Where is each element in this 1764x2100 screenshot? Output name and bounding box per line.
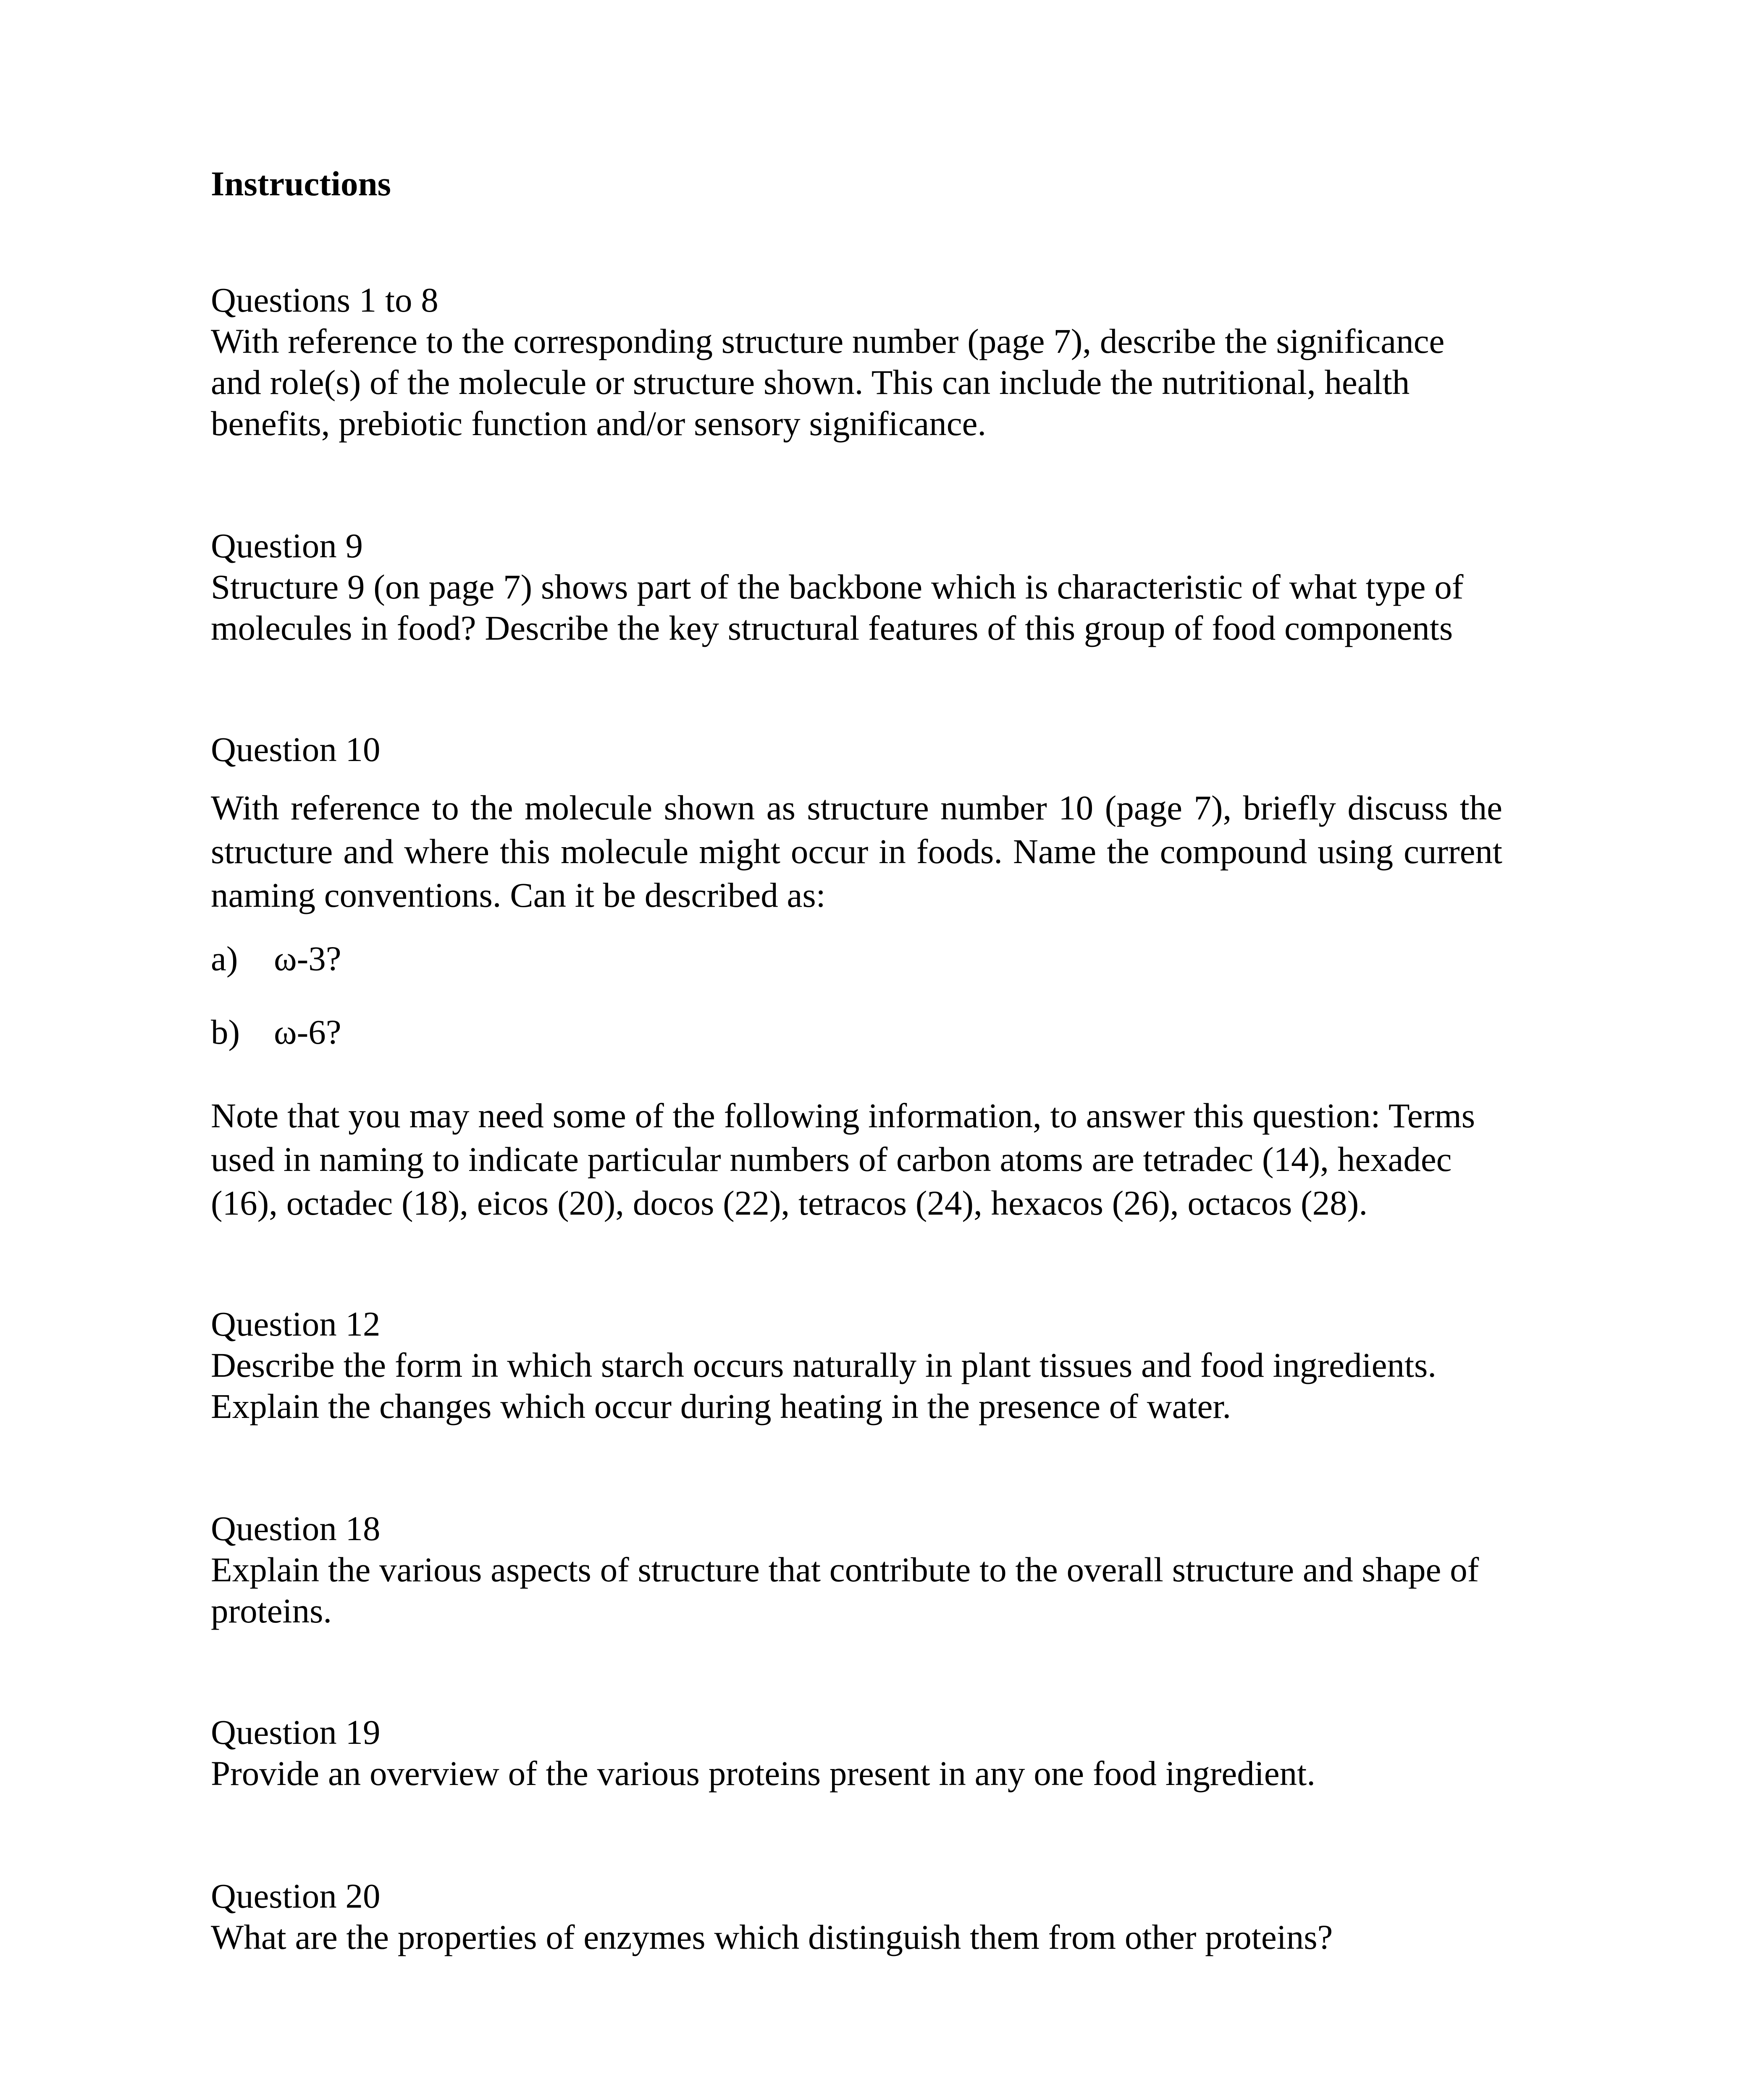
question-10-option-a — [211, 938, 715, 979]
question-10-title: Question 10 — [211, 730, 381, 769]
question-18-body: Explain the various aspects of structure that contribute to the overall structure and shape of proteins. — [211, 1550, 1479, 1630]
question-1-8-body: With reference to the corresponding structure number (page 7), describe the significance and role(s) of the molecule or structure shown. This can include the nutritional, health benefits, prebiotic function and/or sensory significance. — [211, 322, 1445, 443]
question-18-title: Question 18 — [211, 1509, 381, 1548]
question-1-8-section — [211, 279, 1502, 444]
question-10-note: Note that you may need some of the following information, to answer this question: Terms used in naming to indicate particular numbers of carbon atoms are tetradec (14), hexadec (16), octadec (18), eicos (20), docos (22), tetracos (24), hexacos (26), octacos (28). — [211, 1096, 1475, 1222]
question-19-body: Provide an overview of the various proteins present in any one food ingredient. — [211, 1754, 1315, 1793]
question-12-section — [211, 1303, 1502, 1427]
instructions-heading: Instructions — [211, 164, 391, 203]
option-b-label: b) — [211, 1013, 240, 1051]
option-a-text: ω-3? — [274, 939, 341, 978]
question-20-body: What are the properties of enzymes which distinguish them from other proteins? — [211, 1918, 1333, 1956]
question-9-section — [211, 525, 1502, 648]
question-20-title: Question 20 — [211, 1877, 381, 1915]
question-20-section — [211, 1875, 1502, 1958]
question-1-8-title: Questions 1 to 8 — [211, 281, 438, 319]
question-18-section — [211, 1508, 1502, 1631]
question-9-body: Structure 9 (on page 7) shows part of the backbone which is characteristic of what type of molecules in food? Describe the key structural features of this group of food components — [211, 567, 1464, 647]
option-a-label: a) — [211, 939, 238, 978]
question-12-body: Describe the form in which starch occurs naturally in plant tissues and food ingredients. Explain the changes which occur during heating in the presence of water. — [211, 1346, 1437, 1425]
option-b-text: ω-6? — [274, 1013, 341, 1051]
question-12-title: Question 12 — [211, 1305, 381, 1343]
question-10-body: With reference to the molecule shown as structure number 10 (page 7), briefly discuss the structure and where this molecule might occur in foods. Name the compound using current naming conventions. Can it be described as: — [211, 788, 1502, 914]
question-10-option-b — [211, 1011, 715, 1053]
question-9-title: Question 9 — [211, 526, 363, 565]
question-19-title: Question 19 — [211, 1713, 381, 1751]
question-19-section — [211, 1712, 1502, 1794]
